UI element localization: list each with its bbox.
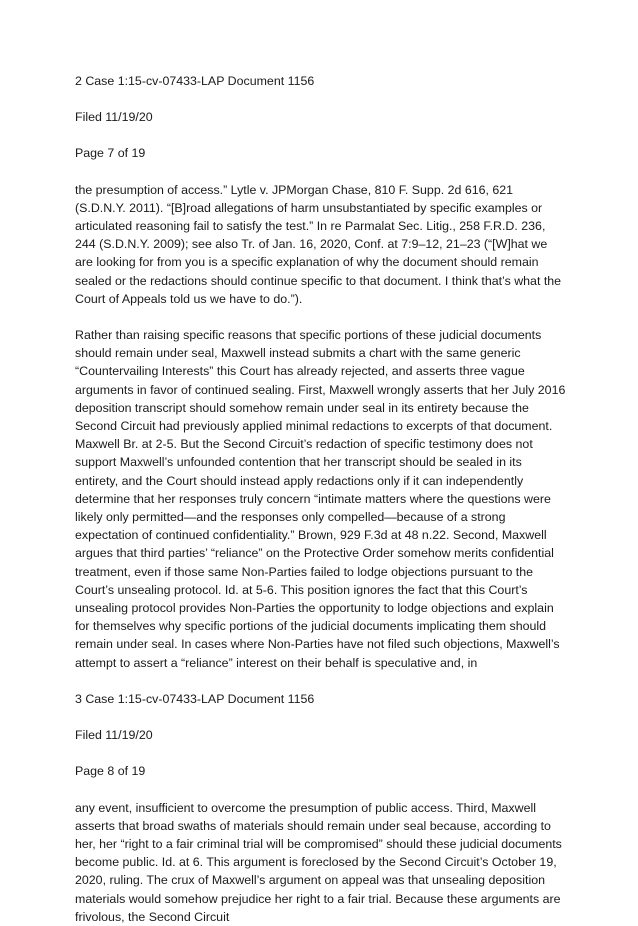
case-header-line: 2 Case 1:15-cv-07433-LAP Document 1156 bbox=[75, 74, 315, 88]
filed-date: Filed 11/19/20 bbox=[75, 110, 153, 125]
case-header-line: 3 Case 1:15-cv-07433-LAP Document 1156 bbox=[75, 691, 315, 706]
body-paragraph: Rather than raising specific reasons that specific portions of these judicial documents should remain under seal, Maxwell instead submits a chart with the same generic “Countervailing Interests” this Court has already rejected, and asserts three vague arguments in favor of continued sealing. First, Maxwell wrongly asserts that her July 2016 deposition transcript should somehow remain under seal in its entirety because the Second Circuit had previously applied minimal redactions to excerpts of that document. Maxwell Br. at 2-5. But the Second Circuit’s redaction of specific testimony does not support Maxwell’s unfounded contention that her transcript should be sealed in its entirety, and the Court should instead apply redactions only if it can independently determine that her responses truly concern “intimate matters where the questions were likely only permitted—and the responses only compelled—because of a strong expectation of continued confidentiality.” Brown, 929 F.3d at 48 n.22. Second, Maxwell argues that third parties’ “reliance” on the Protective Order somehow merits confidential treatment, even if those same Non-Parties failed to lodge objections pursuant to the Court’s unsealing protocol. Id. at 5-6. This position ignores the fact that this Court’s unsealing protocol provides Non-Parties the opportunity to lodge objections and explain for themselves why specific portions of the judicial documents implicating them should remain under seal. In cases where Non-Parties have not filed such objections, Maxwell’s attempt to assert a “reliance” interest on their behalf is speculative and, in bbox=[75, 328, 566, 670]
page-number: Page 7 of 19 bbox=[75, 146, 146, 161]
page-number: Page 8 of 19 bbox=[75, 764, 146, 779]
document-body bbox=[75, 72, 567, 926]
filed-date: Filed 11/19/20 bbox=[75, 728, 153, 743]
body-paragraph: any event, insufficient to overcome the presumption of public access. Third, Maxwell asserts that broad swaths of materials should remain under seal because, according to her, her “right to a fair criminal trial will be compromised” should these judicial documents become public. Id. at 6. This argument is foreclosed by the Second Circuit’s October 19, 2020, ruling. The crux of Maxwell’s argument on appeal was that unsealing deposition materials would somehow prejudice her right to a fair trial. Because these arguments are frivolous, the Second Circuit bbox=[75, 800, 562, 924]
body-paragraph: the presumption of access.” Lytle v. JPMorgan Chase, 810 F. Supp. 2d 616, 621 (S.D.N.Y. 2011). “[B]road allegations of harm unsubstantiated by specific examples or articulated reasoning fail to satisfy the test.” In re Parmalat Sec. Litig., 258 F.R.D. 236, 244 (S.D.N.Y. 2009); see also Tr. of Jan. 16, 2020, Conf. at 7:9–12, 21–23 (“[W]hat we are looking for from you is a specific explanation of why the document should remain sealed or the redactions should continue specific to that document. I think that’s what the Court of Appeals told us we have to do.”). bbox=[75, 182, 562, 306]
